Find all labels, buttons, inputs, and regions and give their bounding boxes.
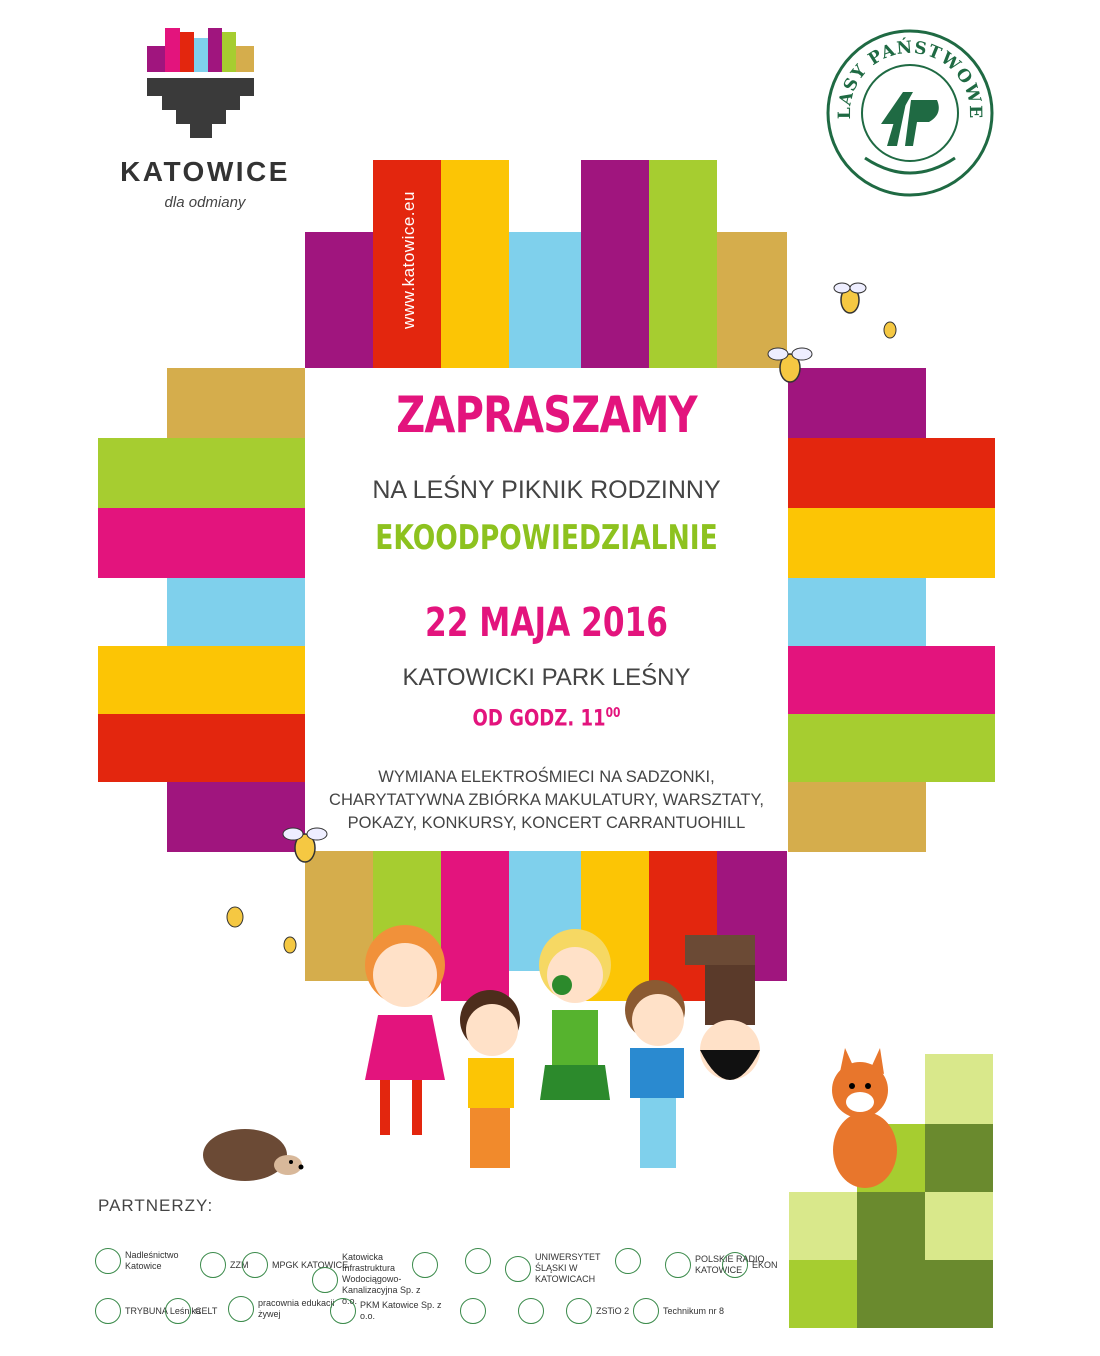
event-time xyxy=(348,706,744,731)
eagle-crest-icon xyxy=(615,1248,641,1274)
event-time-hour: OD GODZ. 11 xyxy=(472,706,606,732)
hedgehog-icon xyxy=(203,1129,304,1181)
color-block xyxy=(788,646,995,714)
lasy-logo-text: LASY PAŃSTWOWE xyxy=(834,37,986,120)
zzm-icon xyxy=(200,1252,226,1278)
partner-name: TRYBUNA Leśnika xyxy=(125,1305,201,1316)
fox-icon xyxy=(832,1048,897,1188)
bees-icon xyxy=(820,270,910,350)
partner-name: pracownia edukacji żywej xyxy=(258,1298,335,1319)
event-place: KATOWICKI PARK LEŚNY xyxy=(402,664,691,691)
fire-brigade-icon xyxy=(518,1298,544,1324)
partner-logo[interactable] xyxy=(330,1298,450,1324)
color-block xyxy=(98,438,305,508)
color-block xyxy=(98,714,305,782)
event-date: 22 MAJA 2016 xyxy=(425,600,668,646)
partner-logo[interactable] xyxy=(165,1298,217,1324)
activity-line: POKAZY, KONKURSY, KONCERT CARRANTUOHILL xyxy=(347,814,746,832)
partner-logo[interactable] xyxy=(465,1248,491,1274)
theme-title: EKOODPOWIEDZIALNIE xyxy=(375,518,718,558)
bee-icon xyxy=(760,340,820,390)
lasy-panstwowe-logo-icon xyxy=(825,28,995,198)
university-icon xyxy=(505,1256,531,1282)
partner-name: ZZM xyxy=(230,1259,249,1270)
color-block xyxy=(925,1054,993,1124)
boy-blue-shirt-icon xyxy=(625,980,685,1168)
activity-line: WYMIANA ELEKTROŚMIECI NA SADZONKI, xyxy=(378,768,715,786)
partner-logo[interactable] xyxy=(412,1252,438,1278)
partner-logo[interactable] xyxy=(722,1252,778,1278)
partner-name: POLSKIE RADIO KATOWICE xyxy=(695,1254,765,1275)
girl-blonde-hair-icon xyxy=(539,929,611,1100)
color-block xyxy=(509,232,581,368)
partner-logo[interactable] xyxy=(95,1248,215,1274)
color-block xyxy=(925,1124,993,1192)
color-block xyxy=(925,1260,993,1328)
partner-name: CELT xyxy=(195,1305,218,1316)
katowice-tagline: dla odmiany xyxy=(164,194,246,211)
partner-name: Technikum nr 8 xyxy=(663,1305,725,1316)
color-block xyxy=(167,368,305,438)
boy-handstand-icon xyxy=(685,935,760,1080)
color-block xyxy=(788,438,995,508)
kiwk-icon xyxy=(312,1267,338,1293)
color-block xyxy=(167,578,305,646)
color-block xyxy=(857,1260,925,1328)
bus-icon xyxy=(330,1298,356,1324)
color-block xyxy=(788,714,995,782)
building-icon xyxy=(633,1298,659,1324)
trybuna-icon xyxy=(95,1298,121,1324)
invitation-card xyxy=(305,368,788,851)
color-block xyxy=(98,508,305,578)
color-block xyxy=(789,1260,857,1328)
bees-icon xyxy=(210,895,310,965)
partner-name: PKM Katowice Sp. z o.o. xyxy=(360,1300,442,1321)
color-block xyxy=(788,782,926,852)
forest-district-icon xyxy=(95,1248,121,1274)
partner-name: Nadleśnictwo Katowice xyxy=(125,1250,179,1271)
color-block xyxy=(788,508,995,578)
partner-logo[interactable] xyxy=(505,1252,625,1285)
activity-line: CHARYTATYWNA ZBIÓRKA MAKULATURY, WARSZTATY, xyxy=(329,791,764,809)
partner-name: EKON xyxy=(752,1259,778,1270)
partner-logo[interactable] xyxy=(518,1298,544,1324)
headline: ZAPRASZAMY xyxy=(396,386,697,444)
partners-label: PARTNERZY: xyxy=(98,1196,214,1215)
color-block xyxy=(649,160,717,368)
partner-logo[interactable] xyxy=(460,1298,486,1324)
mpgk-icon xyxy=(242,1252,268,1278)
website-url[interactable] xyxy=(384,160,434,360)
color-block xyxy=(305,232,373,368)
website-url-text: www.katowice.eu xyxy=(399,191,418,329)
partner-logo[interactable] xyxy=(566,1298,629,1324)
activities-list xyxy=(305,766,788,835)
police-crest-icon xyxy=(465,1248,491,1274)
katowice-logo-icon xyxy=(140,28,265,148)
spiral-icon xyxy=(228,1296,254,1322)
girl-red-hair-icon xyxy=(365,925,445,1135)
shield-icon xyxy=(460,1298,486,1324)
partner-name: Katowicka Infrastruktura Wodociągowo-Kanalizacyjna Sp. z o.o. xyxy=(342,1252,421,1306)
celt-icon xyxy=(165,1298,191,1324)
partner-logo[interactable] xyxy=(633,1298,724,1324)
color-block xyxy=(581,160,649,368)
color-block xyxy=(98,646,305,714)
color-block xyxy=(925,1192,993,1260)
radio-icon xyxy=(665,1252,691,1278)
bee-icon xyxy=(275,820,335,870)
color-block xyxy=(788,578,926,646)
color-block xyxy=(441,160,509,368)
partner-name: ZSTiO 2 xyxy=(596,1305,630,1316)
ekon-icon xyxy=(722,1252,748,1278)
event-time-minutes: 00 xyxy=(605,706,621,721)
school-icon xyxy=(566,1298,592,1324)
katowice-name: KATOWICE xyxy=(120,156,290,187)
partner-logo[interactable] xyxy=(615,1248,641,1274)
dolphin-icon xyxy=(412,1252,438,1278)
boy-yellow-shirt-icon xyxy=(460,990,520,1168)
partner-name: MPGK KATOWICE xyxy=(272,1259,349,1270)
subheadline: NA LEŚNY PIKNIK RODZINNY xyxy=(372,476,721,504)
partner-name: UNIWERSYTET ŚLĄSKI W KATOWICACH xyxy=(535,1252,601,1284)
